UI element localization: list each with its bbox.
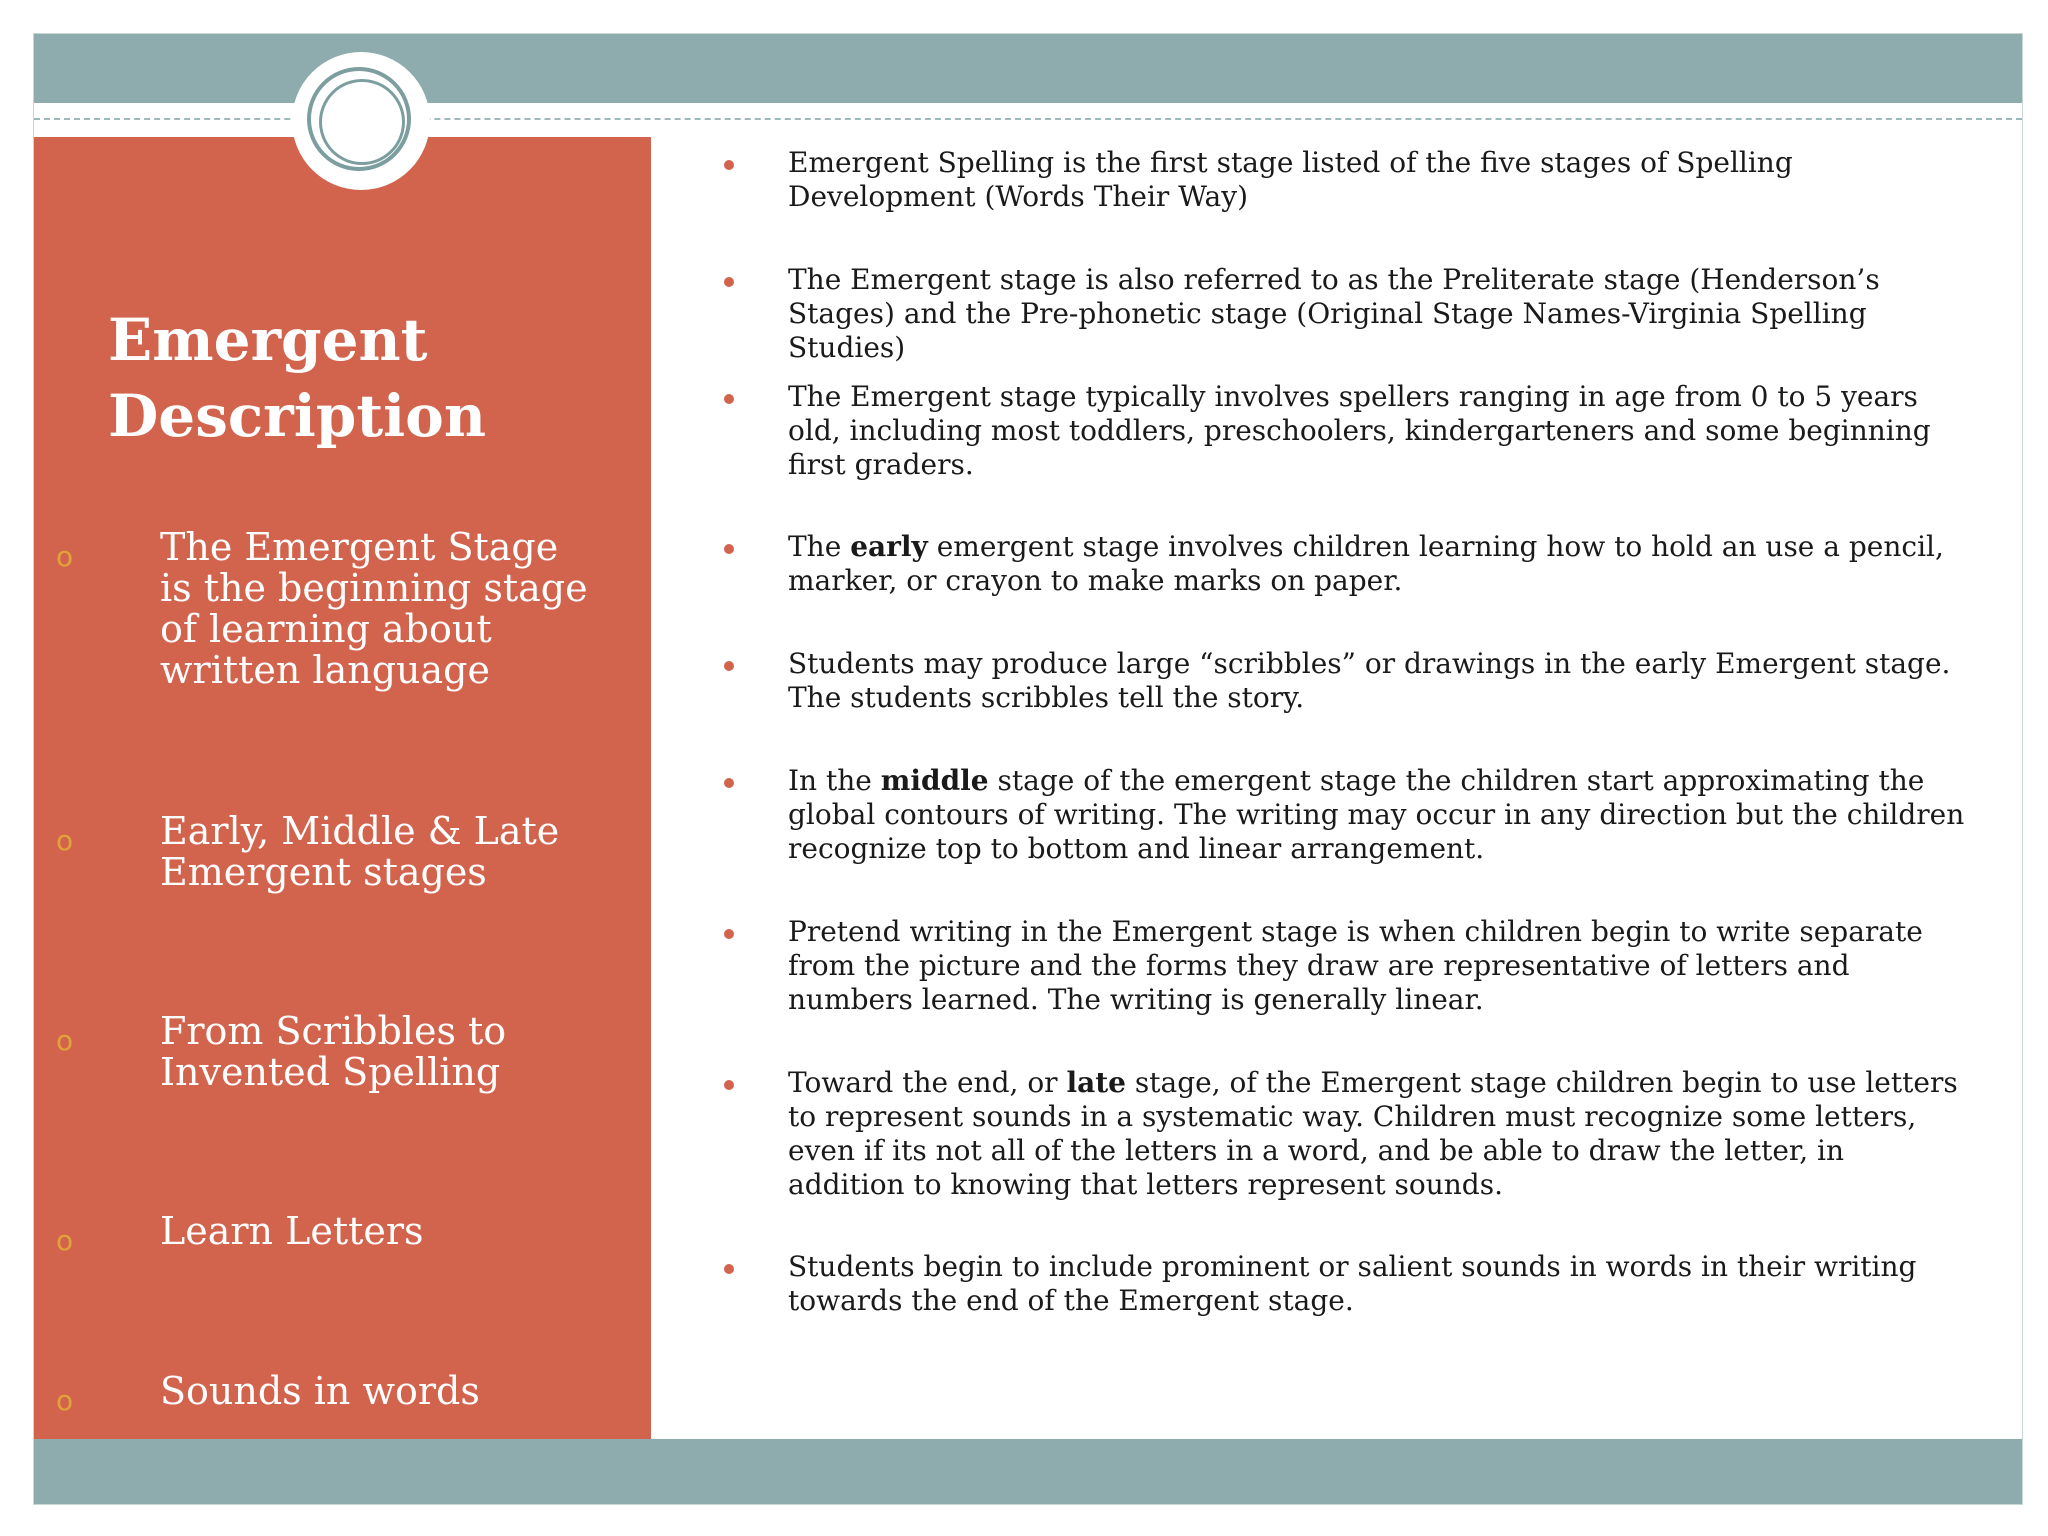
bullet-dot-icon — [724, 778, 734, 788]
slide-title — [108, 302, 628, 454]
circle-bullet-icon: o — [56, 1024, 74, 1057]
bullet-item — [724, 380, 2004, 482]
slide — [33, 33, 2023, 1505]
bullet-text-bold: middle — [880, 764, 989, 797]
bullet-dot-icon — [724, 394, 734, 404]
bullet-text-post: stage, of the Emergent stage children begin to use letters to represent sounds in a systematic way. Children must recognize some letters, even if its not all of the letters in a word, and be able to draw the letter, in addition to knowing that letters represent sounds. — [788, 1066, 1958, 1201]
bullet-dot-icon — [724, 1264, 734, 1274]
bullet-dot-icon — [724, 661, 734, 671]
bullet-text: The Emergent stage is also referred to as the Preliterate stage (Henderson’s Stages) and the Pre-phonetic stage (Original Stage Names-Virginia Spelling Studies) — [788, 263, 1880, 364]
topic-item — [56, 527, 636, 691]
topic-text: Learn Letters — [160, 1209, 424, 1253]
bullet-text: The Emergent stage typically involves spellers ranging in age from 0 to 5 years old, including most toddlers, preschoolers, kindergarteners and some beginning first graders. — [788, 380, 1931, 481]
circle-bullet-icon: o — [56, 1224, 74, 1257]
bullet-text-pre: In the — [788, 764, 881, 797]
bullet-text — [788, 530, 1968, 598]
topic-text: Early, Middle & Late Emergent stages — [160, 809, 560, 894]
title-line-1: Emergent — [108, 306, 428, 374]
bullet-text-bold: late — [1066, 1066, 1126, 1099]
bullet-text-post: stage of the emergent stage the children start approximating the global contours of writing. The writing may occur in any direction but the children recognize top to bottom and linear arrangement. — [788, 764, 1965, 865]
circle-bullet-icon: o — [56, 824, 74, 857]
bullet-text: Students may produce large “scribbles” or drawings in the early Emergent stage. The students scribbles tell the story. — [788, 647, 1951, 714]
circle-bullet-icon: o — [56, 540, 74, 573]
bullet-text — [788, 1066, 1968, 1202]
bullet-item — [724, 915, 2004, 1017]
title-line-2: Description — [108, 382, 486, 450]
topic-item — [56, 1211, 636, 1261]
bullet-text: Students begin to include prominent or salient sounds in words in their writing towards the end of the Emergent stage. — [788, 1250, 1917, 1317]
topic-text: The Emergent Stage is the beginning stage of learning about written language — [160, 525, 588, 692]
bullet-text — [788, 764, 1968, 866]
bullet-dot-icon — [724, 929, 734, 939]
circle-bullet-icon: o — [56, 1384, 74, 1417]
bullet-text-pre: Toward the end, or — [788, 1066, 1067, 1099]
bullet-dot-icon — [724, 1080, 734, 1090]
topic-item — [56, 811, 636, 893]
bullet-dot-icon — [724, 544, 734, 554]
topic-item — [56, 1371, 636, 1421]
bottom-band — [34, 1439, 2022, 1504]
decorative-inner-ring — [319, 79, 405, 165]
bullet-item — [724, 530, 2004, 598]
bullet-item — [724, 1066, 2004, 1202]
topic-text: From Scribbles to Invented Spelling — [160, 1009, 507, 1094]
bullet-item — [724, 1250, 2004, 1318]
bullet-item — [724, 764, 2004, 866]
topic-item — [56, 1011, 636, 1093]
bullet-text: Emergent Spelling is the first stage listed of the five stages of Spelling Development (Words Their Way) — [788, 146, 1793, 213]
bullet-dot-icon — [724, 277, 734, 287]
bullet-item — [724, 263, 2004, 365]
bullet-text: Pretend writing in the Emergent stage is when children begin to write separate from the picture and the forms they draw are representative of letters and numbers learned. The writing is generally linear. — [788, 915, 1923, 1016]
bullet-item — [724, 146, 2004, 214]
bullet-dot-icon — [724, 160, 734, 170]
bullet-text-pre: The — [788, 530, 851, 563]
topic-text: Sounds in words — [160, 1369, 480, 1413]
bullet-text-bold: early — [850, 530, 928, 563]
bullet-text-post: emergent stage involves children learning how to hold an use a pencil, marker, or crayon to make marks on paper. — [788, 530, 1944, 597]
left-panel — [34, 137, 651, 1439]
bullet-item — [724, 647, 2004, 715]
